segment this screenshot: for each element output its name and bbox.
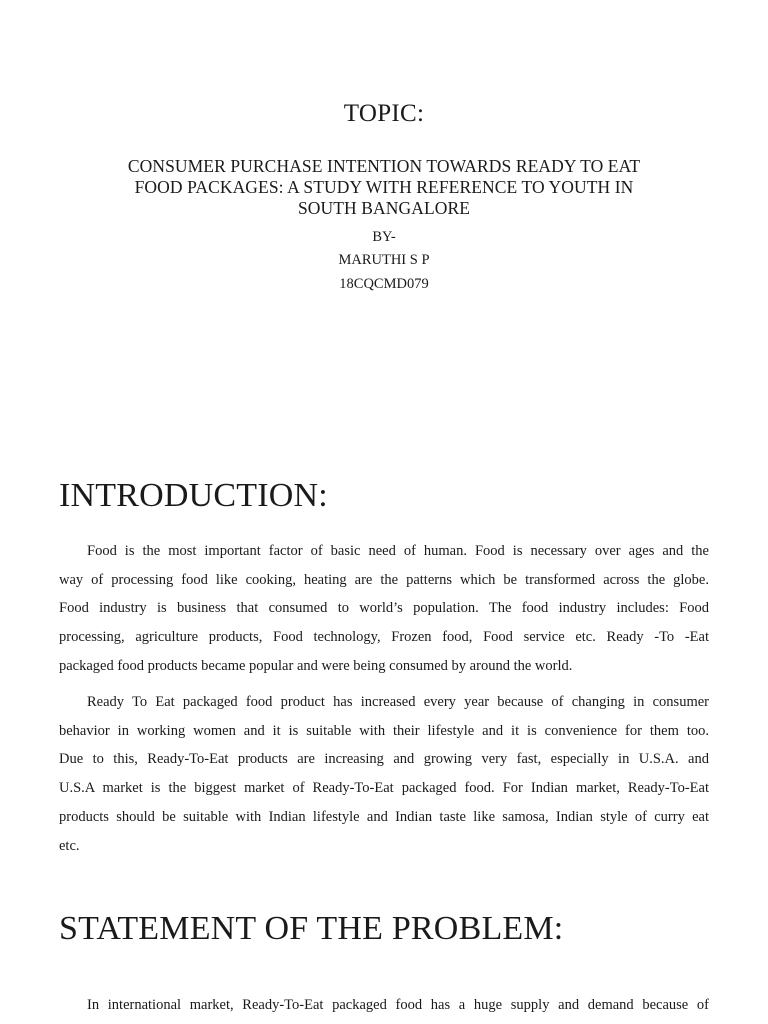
text-line: Food is the most important factor of basic need of human. Food is necessary over ages and the [87, 543, 709, 559]
title-line: CONSUMER PURCHASE INTENTION TOWARDS READY TO EAT [127, 156, 641, 176]
text-line: processing, agriculture products, Food technology, Frozen food, Food service etc. Ready -To -Eat [59, 629, 709, 646]
author-name: MARUTHI S P [338, 252, 430, 268]
introduction-paragraph-2 [59, 688, 709, 860]
topic-label: TOPIC: [343, 100, 425, 127]
introduction-heading: INTRODUCTION: [59, 477, 328, 514]
text-line: In international market, Ready-To-Eat packaged food has a huge supply and demand because of [87, 997, 709, 1013]
text-line: Due to this, Ready-To-Eat products are increasing and growing very fast, especially in U.S.A. and [59, 751, 709, 768]
text-line: Food industry is business that consumed to world’s population. The food industry includes: Food [59, 600, 709, 617]
registration-number: 18CQCMD079 [339, 276, 429, 292]
text-line: Ready To Eat packaged food product has increased every year because of changing in consumer [87, 694, 709, 710]
problem-paragraph-1 [59, 991, 709, 1020]
title-line: FOOD PACKAGES: A STUDY WITH REFERENCE TO YOUTH IN [134, 177, 634, 197]
introduction-paragraph-1 [59, 537, 709, 681]
text-line: way of processing food like cooking, heating are the patterns which be transformed across the globe. [59, 571, 709, 588]
title-line: SOUTH BANGALORE [297, 198, 471, 218]
problem-statement-heading: STATEMENT OF THE PROBLEM: [59, 910, 564, 947]
text-line: packaged food products became popular and were being consumed by around the world. [59, 657, 573, 674]
text-line: behavior in working women and it is suitable with their lifestyle and it is convenience for them too. [59, 722, 709, 739]
by-label: BY- [372, 229, 396, 245]
text-line: etc. [59, 837, 80, 854]
text-line: U.S.A market is the biggest market of Ready-To-Eat packaged food. For Indian market, Ready-To-Eat [59, 780, 709, 797]
document-title [84, 156, 684, 219]
text-line: products should be suitable with Indian lifestyle and Indian taste like samosa, Indian style of curry eat [59, 808, 709, 825]
